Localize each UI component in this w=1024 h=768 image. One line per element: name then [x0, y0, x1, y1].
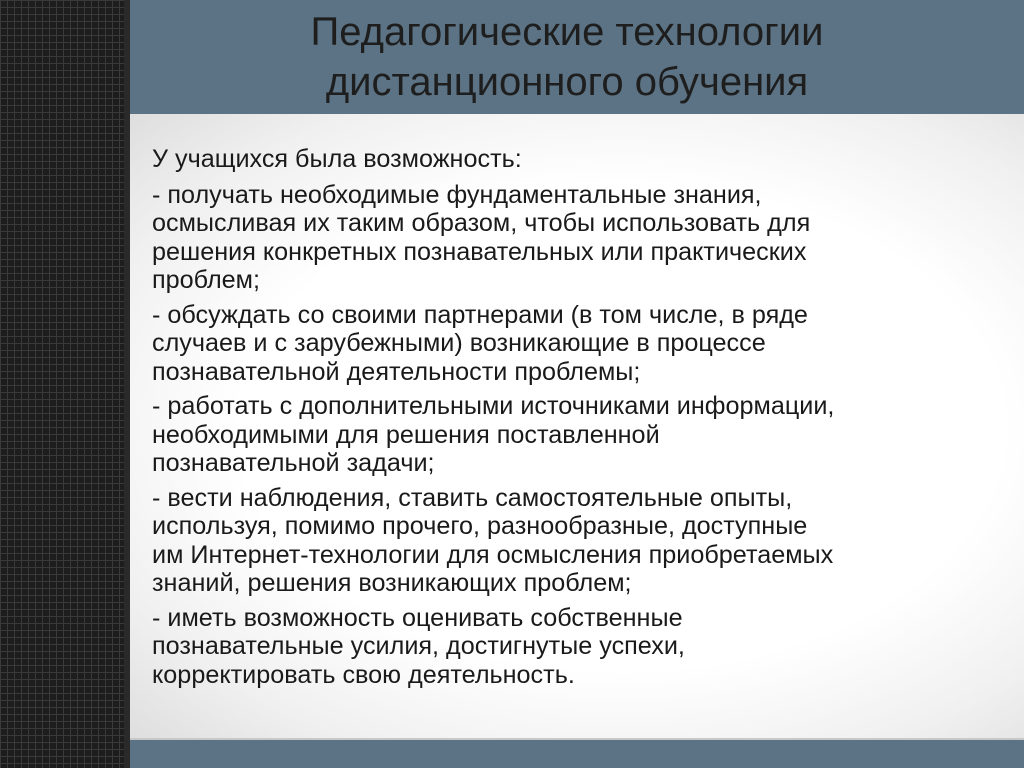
decorative-grid-strip: [0, 0, 130, 768]
list-item: - работать с дополнительными источниками информации, необходимыми для решения поставленной познавательной задачи;: [152, 392, 835, 477]
slide-title: Педагогические технологии дистанционного обучения: [310, 10, 824, 104]
bullet-list: [152, 145, 1002, 695]
intro-text: У учащихся была возможность:: [152, 145, 522, 173]
list-item: - иметь возможность оценивать собственные познавательные усилия, достигнутые успехи, корректировать свою деятельность.: [152, 603, 685, 689]
list-item: - получать необходимые фундаментальные знания, осмысливая их таким образом, чтобы использовать для решения конкретных познавательных или практических проблем;: [152, 180, 811, 294]
title-bar: [130, 0, 1024, 114]
footer-bar: [130, 740, 1024, 768]
slide-content: [130, 114, 1024, 740]
list-item: - вести наблюдения, ставить самостоятельные опыты, используя, помимо прочего, разнообразные, доступные им Интернет-технологии для осмысления приобретаемых знаний, решения возникающих проблем;: [152, 483, 834, 597]
list-item: - обсуждать со своими партнерами (в том числе, в ряде случаев и с зарубежными) возникающие в процессе познавательной деятельности проблемы;: [152, 300, 808, 386]
